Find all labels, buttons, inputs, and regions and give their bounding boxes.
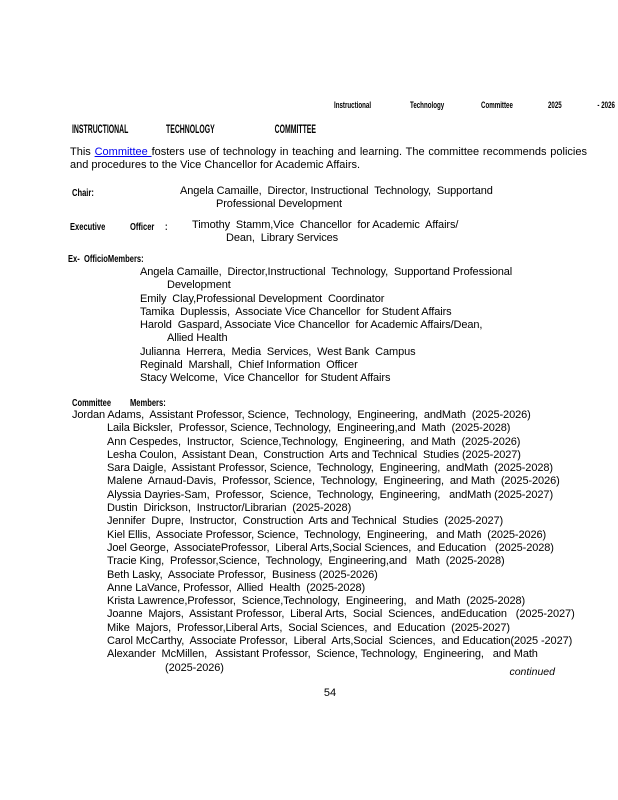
label-text: : bbox=[165, 221, 168, 233]
member-entry bbox=[0, 569, 610, 582]
member-line: Malene Arnaud-Davis, Professor, Science, Technology, Engineering, and Math (2025-2026) bbox=[107, 475, 560, 488]
member-line: Carol McCarthy, Associate Professor, Liberal Arts,Social Sciences, and Education(2025 -2027) bbox=[107, 635, 573, 648]
member-entry bbox=[0, 515, 610, 528]
member-entry bbox=[0, 502, 610, 515]
header-word: Technology bbox=[409, 100, 444, 111]
member-entry bbox=[0, 595, 610, 608]
member-line: Lesha Coulon, Assistant Dean, Construction Arts and Technical Studies (2025-2027) bbox=[107, 448, 521, 461]
label-text: Committee bbox=[72, 397, 112, 409]
header-word: Instructional bbox=[334, 100, 372, 111]
member-entry bbox=[0, 293, 600, 306]
member-line: Laila Bicksler, Professor, Science, Technology, Engineering,and Math (2025-2028) bbox=[107, 422, 511, 435]
member-entry bbox=[0, 306, 600, 319]
header-word: INSTRUCTIONAL bbox=[72, 124, 129, 136]
chair-label-text: Chair: bbox=[72, 187, 94, 199]
member-entry bbox=[0, 622, 610, 635]
label-text: Officer bbox=[130, 221, 155, 233]
member-line: Mike Majors, Professor,Liberal Arts, Social Sciences, and Education (2025-2027) bbox=[107, 621, 510, 634]
label-text: Members: bbox=[130, 397, 166, 409]
member-entry bbox=[0, 608, 610, 621]
ex-officio-members-label bbox=[68, 253, 173, 266]
member-line: Julianna Herrera, Media Services, West Bank Campus bbox=[140, 345, 416, 358]
member-entry bbox=[0, 635, 610, 648]
header-word: Committee bbox=[480, 100, 513, 111]
member-line: Dustin Dirickson, Instructor/Librarian (2025-2028) bbox=[107, 502, 352, 515]
member-entry bbox=[0, 582, 610, 595]
member-line: Joanne Majors, Assistant Professor, Liberal Arts, Social Sciences, andEducation (2025-2027) bbox=[107, 608, 575, 621]
header-word: 2025 bbox=[548, 100, 563, 111]
member-entry bbox=[0, 542, 610, 555]
member-line: Angela Camaille, Director,Instructional Technology, Supportand Professional bbox=[140, 266, 513, 278]
member-entry bbox=[0, 319, 600, 346]
member-entry bbox=[0, 436, 610, 449]
member-line: Alyssia Dayries-Sam, Professor, Science, Technology, Engineering, andMath (2025-2027) bbox=[107, 488, 554, 501]
header-word: TECHNOLOGY bbox=[165, 124, 215, 136]
member-line: Tamika Duplessis, Associate Vice Chancellor for Student Affairs bbox=[140, 305, 452, 318]
ex-officio-member-list bbox=[0, 266, 600, 386]
member-line: Allied Health bbox=[167, 332, 228, 345]
continued-note: continued bbox=[509, 666, 555, 678]
text-line: Dean, Library Services bbox=[226, 232, 339, 245]
member-entry bbox=[0, 422, 610, 435]
member-line: Alexander McMillen, Assistant Professor, Science, Technology, Engineering, and Math bbox=[107, 648, 538, 661]
member-entry bbox=[0, 529, 610, 542]
chair-value bbox=[0, 185, 618, 212]
label-text: Executive bbox=[70, 221, 106, 233]
intro-paragraph bbox=[70, 146, 587, 173]
member-line: Kiel Ellis, Associate Professor, Science, Technology, Engineering, and Math (2025-2026) bbox=[107, 528, 547, 541]
member-entry bbox=[0, 489, 610, 502]
member-line: Stacy Welcome, Vice Chancellor for Student Affairs bbox=[140, 372, 391, 385]
text-line: Angela Camaille, Director, Instructional Technology, Supportand bbox=[180, 185, 493, 197]
member-entry bbox=[0, 475, 610, 488]
intro-body-text: fosters use of technology in teaching and learning. The committee recommends policies and procedures to the Vice Chancellor for Academic Affairs. bbox=[70, 146, 587, 172]
committee-link[interactable]: Committee bbox=[94, 146, 152, 158]
member-entry bbox=[0, 266, 600, 293]
executive-officer-value bbox=[0, 219, 618, 246]
header-word: - 2026 bbox=[597, 100, 615, 111]
member-line: Reginald Marshall, Chief Information Officer bbox=[140, 359, 358, 372]
intro-lead-text: This bbox=[70, 146, 95, 158]
member-entry bbox=[0, 462, 610, 475]
member-line: Joel George, AssociateProfessor, Liberal Arts,Social Sciences, and Education (2025-2028) bbox=[107, 541, 554, 554]
page-title bbox=[72, 123, 315, 137]
member-entry bbox=[0, 359, 600, 372]
member-line: (2025-2026) bbox=[165, 661, 224, 674]
page-number: 54 bbox=[323, 687, 337, 699]
member-line: Harold Gaspard, Associate Vice Chancellor for Academic Affairs/Dean, bbox=[140, 319, 483, 332]
committee-member-list bbox=[0, 409, 610, 675]
member-entry bbox=[0, 409, 610, 422]
member-entry bbox=[0, 555, 610, 568]
member-entry bbox=[0, 449, 610, 462]
member-entry bbox=[0, 346, 600, 359]
header-word: COMMITTEE bbox=[274, 124, 317, 136]
text-line: Timothy Stamm,Vice Chancellor for Academic Affairs/ bbox=[192, 219, 459, 231]
member-line: Anne LaVance, Professor, Allied Health (2025-2028) bbox=[107, 581, 366, 594]
member-line: Tracie King, Professor,Science, Technology, Engineering,and Math (2025-2028) bbox=[107, 555, 505, 568]
member-line: Development bbox=[167, 279, 231, 292]
member-line: Sara Daigle, Assistant Professor, Science, Technology, Engineering, andMath (2025-2028) bbox=[107, 462, 553, 475]
member-line: Krista Lawrence,Professor, Science,Technology, Engineering, and Math (2025-2028) bbox=[107, 595, 526, 608]
text-line: Professional Development bbox=[216, 198, 343, 211]
member-line: Jennifer Dupre, Instructor, Construction Arts and Technical Studies (2025-2027) bbox=[107, 515, 504, 528]
member-line: Beth Lasky, Associate Professor, Business (2025-2026) bbox=[107, 568, 378, 581]
label-text: Ex- OfficioMembers: bbox=[68, 253, 144, 265]
member-line: Ann Cespedes, Instructor, Science,Technology, Engineering, and Math (2025-2026) bbox=[107, 435, 521, 448]
member-line: Emily Clay,Professional Development Coordinator bbox=[140, 292, 385, 305]
member-line: Jordan Adams, Assistant Professor, Science, Technology, Engineering, andMath (2025-2026) bbox=[72, 409, 531, 421]
member-entry bbox=[0, 372, 600, 385]
running-header bbox=[334, 100, 615, 112]
